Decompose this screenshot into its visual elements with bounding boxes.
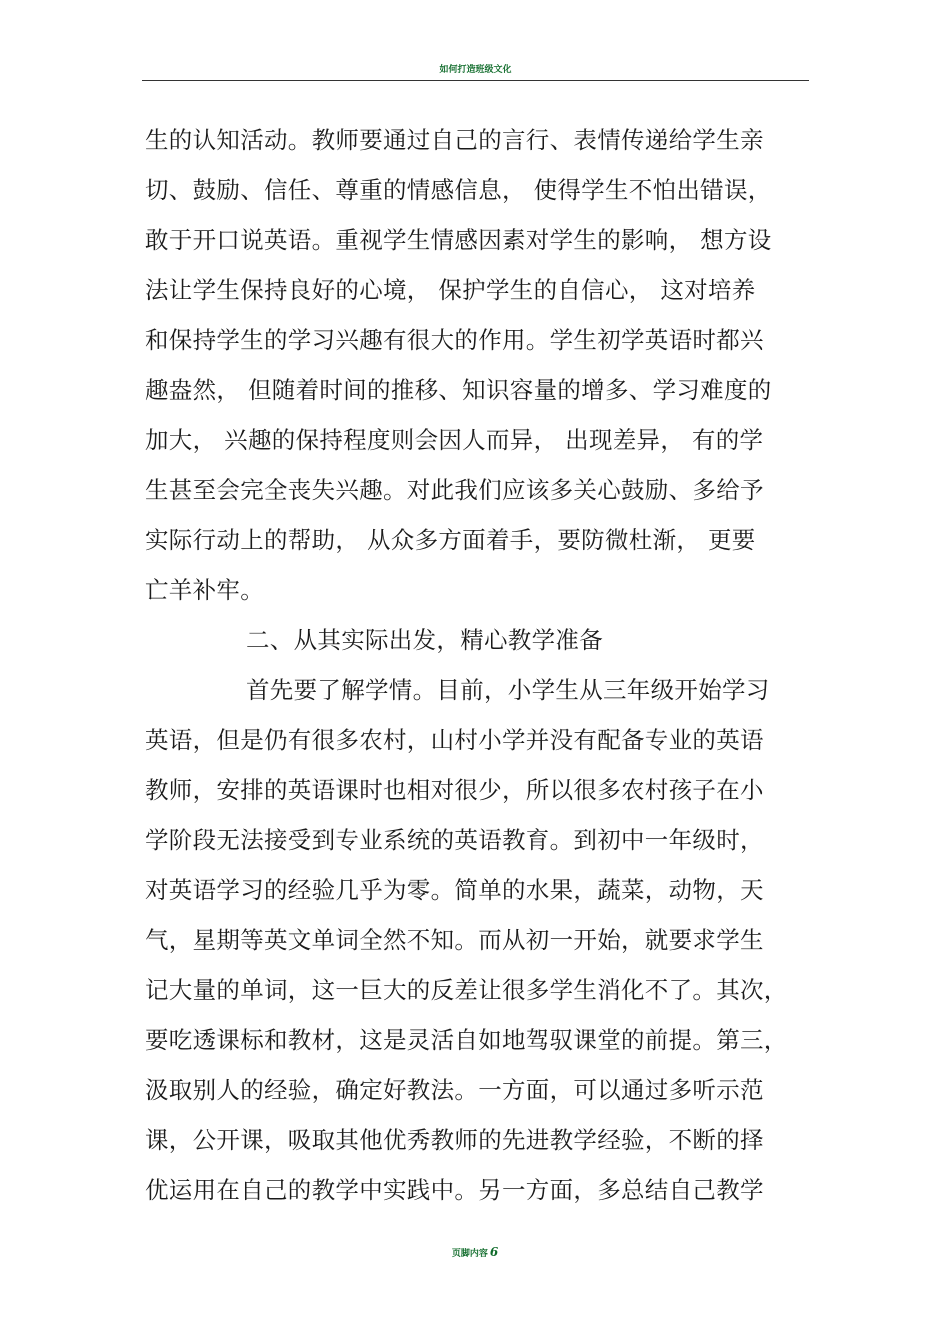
text-line: 教师，安排的英语课时也相对很少，所以很多农村孩子在小	[145, 776, 764, 804]
text-line: 记大量的单词，这一巨大的反差让很多学生消化不了。其次，	[145, 976, 788, 1004]
text-line: 课，公开课，吸取其他优秀教师的先进教学经验，不断的择	[145, 1126, 764, 1154]
text-line: 敢于开口说英语。重视学生情感因素对学生的影响， 想方设	[145, 226, 772, 254]
text-line: 汲取别人的经验，确定好教法。一方面，可以通过多听示范	[145, 1076, 764, 1104]
heading-line: 二、从其实际出发，精心教学准备	[246, 626, 603, 654]
footer-label: 页脚内容	[451, 1249, 488, 1259]
text-line: 和保持学生的学习兴趣有很大的作用。学生初学英语时都兴	[145, 326, 764, 354]
paragraph-indented	[145, 665, 809, 1215]
text-line: 气，星期等英文单词全然不知。而从初一开始，就要求学生	[145, 926, 764, 954]
text-line: 趣盎然， 但随着时间的推移、知识容量的增多、学习难度的	[145, 376, 772, 404]
header-title: 如何打造班级文化	[439, 65, 512, 75]
paragraph-continued	[145, 115, 809, 615]
text-line: 加大， 兴趣的保持程度则会因人而异， 出现差异， 有的学	[145, 426, 764, 454]
text-line: 法让学生保持良好的心境， 保护学生的自信心， 这对培养	[145, 276, 756, 304]
text-line: 英语，但是仍有很多农村，山村小学并没有配备专业的英语	[145, 726, 764, 754]
page-footer	[0, 1245, 950, 1259]
text-line: 生甚至会完全丧失兴趣。对此我们应该多关心鼓励、多给予	[145, 476, 764, 504]
text-line: 实际行动上的帮助， 从众多方面着手，要防微杜渐， 更要	[145, 526, 756, 554]
text-line: 切、鼓励、信任、尊重的情感信息， 使得学生不怕出错误，	[145, 176, 772, 204]
document-body	[145, 115, 809, 1215]
text-line: 首先要了解学情。目前，小学生从三年级开始学习	[246, 676, 770, 704]
page-number: 6	[489, 1245, 499, 1259]
section-heading	[145, 615, 809, 665]
text-line: 学阶段无法接受到专业系统的英语教育。到初中一年级时，	[145, 826, 764, 854]
text-line: 对英语学习的经验几乎为零。简单的水果，蔬菜，动物，天	[145, 876, 764, 904]
text-line: 生的认知活动。教师要通过自己的言行、表情传递给学生亲	[145, 126, 764, 154]
header-rule	[142, 80, 809, 81]
text-line: 亡羊补牢。	[145, 576, 264, 604]
text-line: 优运用在自己的教学中实践中。另一方面，多总结自己教学	[145, 1176, 764, 1204]
page-header	[142, 64, 809, 82]
text-line: 要吃透课标和教材，这是灵活自如地驾驭课堂的前提。第三，	[145, 1026, 788, 1054]
